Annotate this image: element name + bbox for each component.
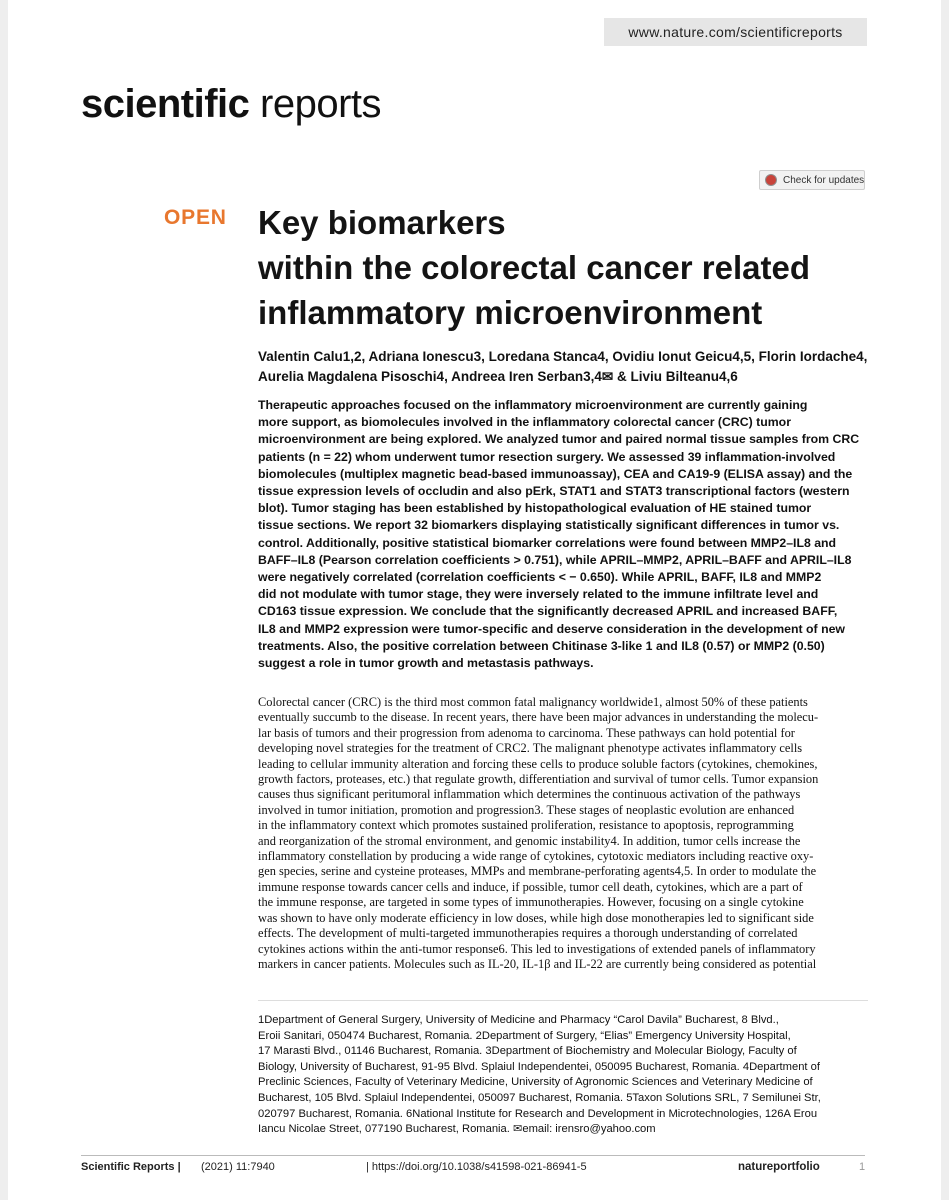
body-line: the immune response, are targeted in some types of immunotherapies. However, focusing on a single cytokine [258,895,804,910]
brand-bold-text: scientific [81,82,250,126]
crossmark-icon [765,174,777,186]
body-line: cytokines actions within the anti-tumor response6. This led to investigations of extended panels of inflammatory [258,941,816,956]
body-line: causes thus significant peritumoral inflammation which determines the continuous activation of the pathways [258,787,801,802]
abstract-line: biomolecules (multiplex magnetic bead-based immunoassay), CEA and CA19-9 (ELISA assay) and the [258,466,853,481]
check-for-updates-label: Check for updates [783,174,865,186]
abstract-line: were negatively correlated (correlation coefficients < − 0.650). While APRIL, BAFF, IL8 and MMP2 [258,570,822,585]
abstract-line: tissue sections. We report 32 biomarkers displaying statistically significant differences in tumor vs. [258,518,840,533]
introduction-text [258,695,868,972]
abstract-line: patients (n = 22) whom underwent tumor resection surgery. We assessed 39 inflammation-involved [258,449,836,464]
affiliation-line: Biology, University of Bucharest, 91-95 Blvd. Splaiul Independentei, 050095 Bucharest, Romania. 4Department of [258,1060,820,1073]
footer-year-volume: (2021) 11:7940 [201,1161,275,1173]
abstract-line: did not modulate with tumor stage, they were inversely related to the immune infiltrate level and [258,587,819,602]
page-number: 1 [859,1161,866,1173]
body-line: and reorganization of the stromal environment, and genomic instability4. In addition, tumor cells increase the [258,833,801,848]
abstract-line: CD163 tissue expression. We conclude that the significantly decreased APRIL and increased BAFF, [258,604,838,619]
affiliation-line: Iancu Nicolae Street, 077190 Bucharest, Romania. ✉email: irensro@yahoo.com [258,1123,656,1136]
check-for-updates-button[interactable] [759,170,865,190]
body-line: lar basis of tumors and their progression from adenoma to carcinoma. These pathways can hold potential for [258,725,795,740]
footer-journal: Scientific Reports | [81,1161,181,1173]
journal-url-banner[interactable] [604,18,867,46]
author-list [258,347,878,387]
body-line: gen species, serine and cysteine proteases, MMPs and membrane-perforating agents4,5. In order to modulate the [258,864,817,879]
abstract-line: BAFF–IL8 (Pearson correlation coefficients > 0.751), while APRIL–MMP2, APRIL–BAFF and APRIL–IL8 [258,552,852,567]
body-line: immune response towards cancer cells and induce, if possible, tumor cell death, cytokines, which are a part of [258,879,803,894]
abstract [258,397,868,672]
affiliation-line: Preclinic Sciences, Faculty of Veterinary Medicine, University of Agronomic Sciences and Veterinary Medicine of [258,1076,813,1089]
title-line: Key biomarkers [258,204,506,241]
body-line: effects. The development of multi-targeted immunotherapies requires a thorough understanding of correlated [258,926,798,941]
abstract-line: Therapeutic approaches focused on the inflammatory microenvironment are currently gaining [258,398,808,412]
abstract-line: microenvironment are being explored. We analyzed tumor and paired normal tissue samples from CRC [258,432,860,447]
body-line: developing novel strategies for the treatment of CRC2. The malignant phenotype activates inflammatory cells [258,741,803,756]
body-line: was shown to have only moderate efficiency in low doses, while high dose monotherapies led to significant side [258,910,814,925]
title-line: within the colorectal cancer related [258,249,811,286]
abstract-line: more support, as biomolecules involved in the inflammatory colorectal cancer (CRC) tumor [258,415,791,430]
affiliation-line: Eroii Sanitari, 050474 Bucharest, Romania. 2Department of Surgery, “Elias” Emergency University Hospital, [258,1029,791,1042]
abstract-line: IL8 and MMP2 expression were tumor-specific and deserve consideration in the development of new [258,621,845,636]
affiliation-line: 1Department of General Surgery, University of Medicine and Pharmacy “Carol Davila” Bucharest, 8 Blvd., [258,1014,779,1026]
author-line: Valentin Calu1,2, Adriana Ionescu3, Loredana Stanca4, Ovidiu Ionut Geicu4,5, Florin Iordache4, [258,349,868,364]
body-line: Colorectal cancer (CRC) is the third most common fatal malignancy worldwide1, almost 50% of these patients [258,695,808,709]
body-line: eventually succumb to the disease. In recent years, there have been major advances in understanding the molecu- [258,710,819,725]
body-line: inflammatory constellation by producing a wide range of cytokines, cytotoxic mediators including reactive oxy- [258,849,814,864]
body-line: in the inflammatory context which promotes sustained proliferation, resistance to apoptosis, reprogramming [258,818,794,833]
abstract-line: blot). Tumor staging has been established by histopathological evaluation of HE stained tumor [258,501,812,516]
publisher-logo: natureportfolio [738,1161,820,1173]
article-title [258,200,898,335]
brand-regular-text: reports [249,82,382,126]
footer-doi-link[interactable]: | https://doi.org/10.1038/s41598-021-86941-5 [366,1161,587,1173]
affiliation-line: 020797 Bucharest, Romania. 6National Institute for Research and Development in Microtechnologies, 126A Erou [258,1107,818,1120]
body-line: involved in tumor initiation, promotion and progression3. These stages of neoplastic evolution are enhanced [258,802,795,817]
body-line: growth factors, proteases, etc.) that regulate growth, differentiation and survival of tumor cells. Tumor expansion [258,772,819,787]
abstract-line: control. Additionally, positive statistical biomarker correlations were found between MMP2–IL8 and [258,535,837,550]
journal-brand-logo [81,82,381,127]
affiliations [258,1013,868,1138]
affiliation-line: Bucharest, 105 Blvd. Splaiul Independentei, 050097 Bucharest, Romania. 5Taxon Solutions SRL, 7 Semilunei Str, [258,1091,821,1104]
author-line: Aurelia Magdalena Pisoschi4, Andreea Iren Serban3,4✉ & Liviu Bilteanu4,6 [258,369,738,384]
affiliation-line: 17 Marasti Blvd., 01146 Bucharest, Romania. 3Department of Biochemistry and Molecular Biology, Faculty of [258,1045,797,1058]
journal-url[interactable]: www.nature.com/scientificreports [628,24,843,40]
open-access-label: OPEN [164,206,227,229]
abstract-line: tissue expression levels of occludin and also pErk, STAT1 and STAT3 transcriptional factors (western [258,484,850,499]
body-line: leading to cellular immunity alteration and forcing these cells to produce soluble factors (cytokines, chemokines, [258,756,818,771]
body-line: markers in cancer patients. Molecules such as IL-20, IL-1β and IL-22 are currently being considered as potential [258,956,817,971]
abstract-line: suggest a role in tumor growth and metastasis pathways. [258,656,594,671]
affiliation-divider [258,1000,868,1001]
abstract-line: treatments. Also, the positive correlation between Chitinase 3-like 1 and IL8 (0.57) or MMP2 (0.50) [258,638,825,653]
footer-divider [81,1155,865,1156]
title-line: inflammatory microenvironment [258,294,763,331]
